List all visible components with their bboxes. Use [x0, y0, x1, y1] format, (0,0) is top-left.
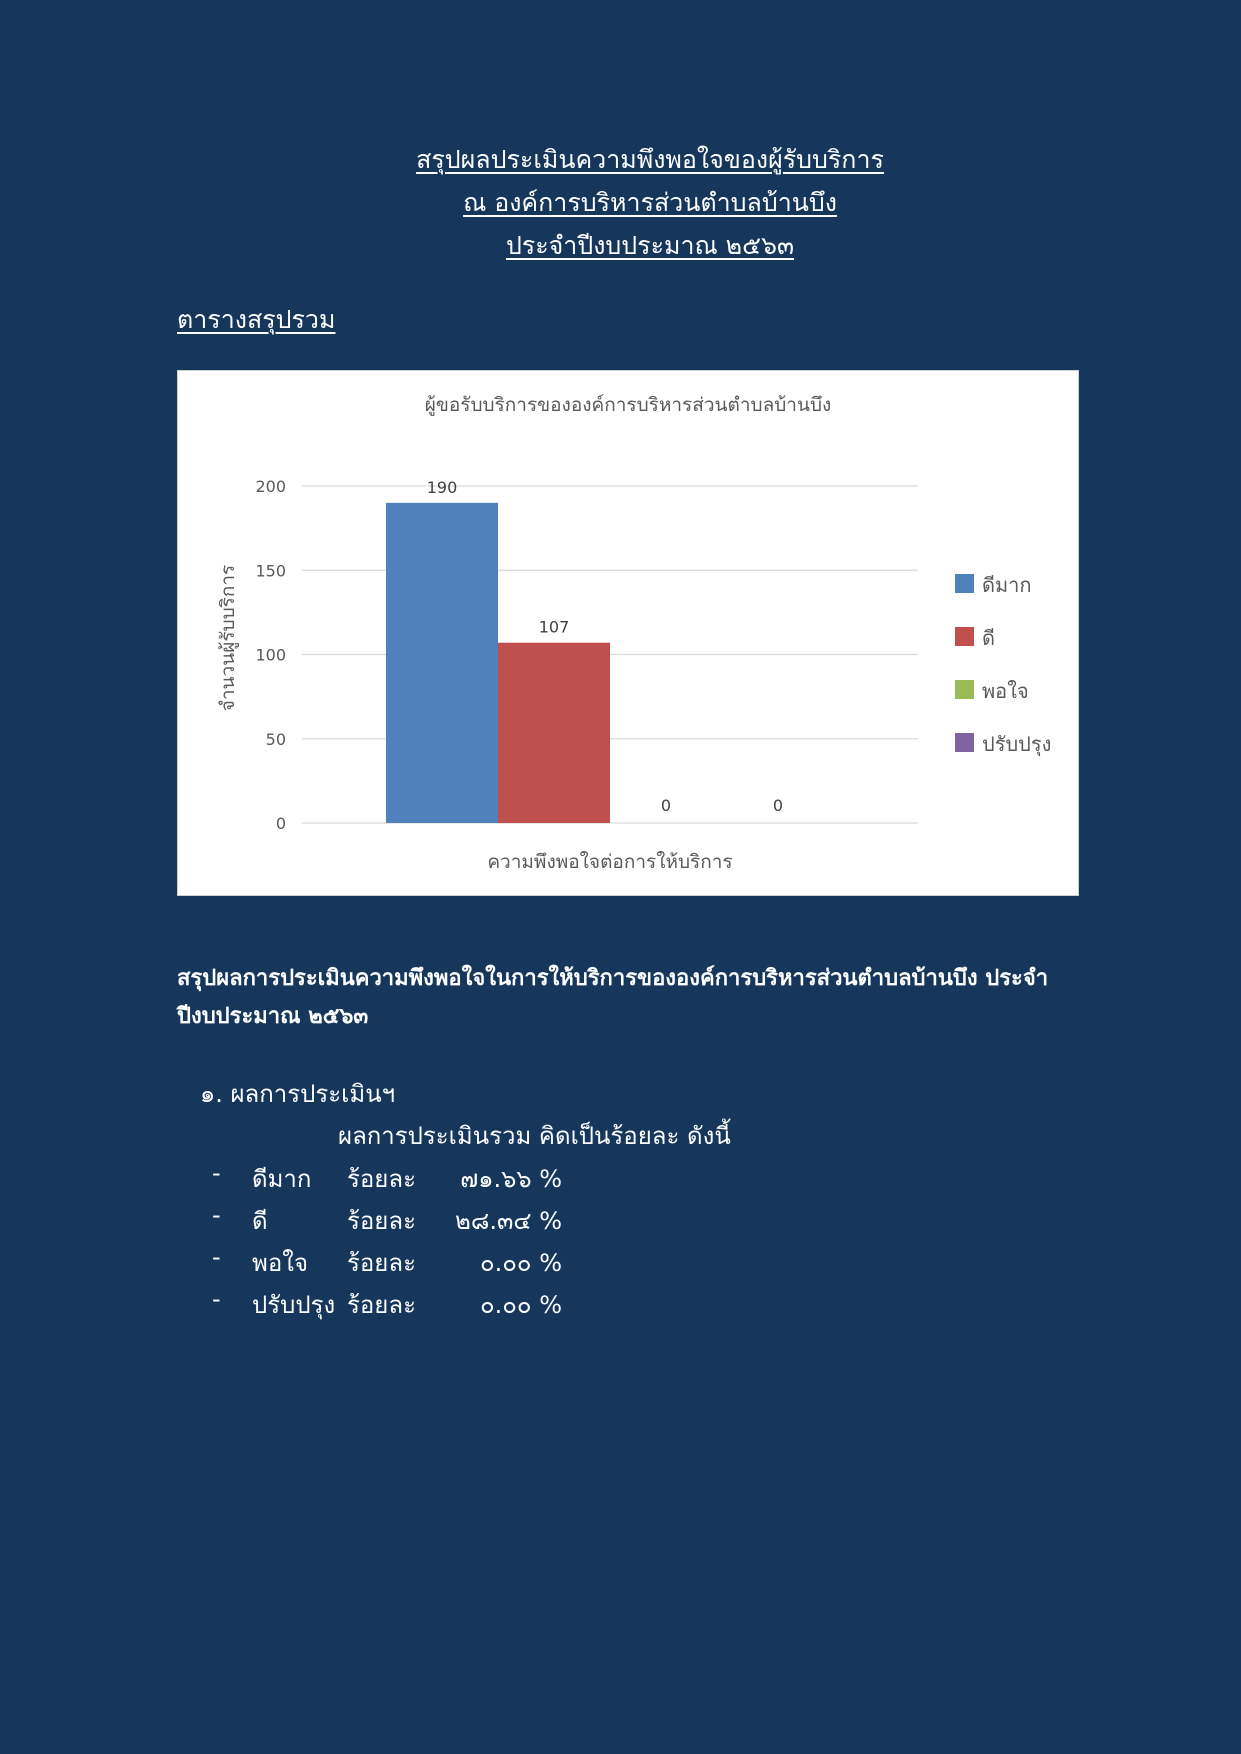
- chart-title: ผู้ขอรับบริการขององค์การบริหารส่วนตำบลบ้านบึง: [424, 394, 832, 416]
- result-percent-label: ร้อยละ: [347, 1165, 416, 1193]
- result-percent-value: ๐.๐๐ %: [479, 1249, 562, 1277]
- bullet-dash: -: [212, 1285, 221, 1313]
- result-level: ดีมาก: [252, 1165, 312, 1193]
- bullet-dash: -: [212, 1201, 221, 1229]
- result-level: ปรับปรุง: [252, 1291, 336, 1319]
- bar-2: [498, 643, 610, 823]
- title-line-2-text: ณ องค์การบริหารส่วนตำบลบ้านบึง: [463, 188, 837, 217]
- summary-paragraph: สรุปผลการประเมินความพึงพอใจในการให้บริการขององค์การบริหารส่วนตำบลบ้านบึง ประจำปีงบประมาณ ๒๕๖๓: [177, 966, 1049, 1029]
- results-heading: ๑. ผลการประเมินฯ: [200, 1080, 396, 1108]
- title-line-2: [0, 181, 1241, 224]
- result-level: ดี: [252, 1207, 268, 1235]
- bar-chart: [178, 371, 1078, 895]
- x-axis-label: ความพึงพอใจต่อการให้บริการ: [487, 851, 733, 873]
- result-percent-value: ๗๑.๖๖ %: [460, 1165, 562, 1193]
- legend-label: ดี: [982, 626, 995, 650]
- y-tick-label: 0: [275, 814, 286, 833]
- title-line-3: [0, 224, 1241, 267]
- result-percent-value: ๐.๐๐ %: [479, 1291, 562, 1319]
- y-axis-label: จำนวนผู้รับบริการ: [217, 564, 239, 712]
- data-label: 107: [538, 617, 570, 637]
- chart-container: [177, 370, 1079, 896]
- legend-swatch: [955, 574, 974, 593]
- bullet-dash: -: [212, 1159, 221, 1187]
- legend-swatch: [955, 627, 974, 646]
- y-tick-label: 100: [255, 645, 286, 665]
- y-tick-label: 150: [255, 561, 286, 581]
- legend-swatch: [955, 680, 974, 699]
- legend-label: พอใจ: [982, 679, 1029, 703]
- title-line-1-text: สรุปผลประเมินความพึงพอใจของผู้รับบริการ: [416, 145, 884, 174]
- results-subheading: ผลการประเมินรวม คิดเป็นร้อยละ ดังนี้: [338, 1122, 731, 1150]
- legend-swatch: [955, 733, 974, 752]
- data-label: 190: [426, 477, 458, 497]
- result-level: พอใจ: [252, 1249, 309, 1277]
- y-tick-label: 50: [265, 729, 286, 749]
- result-percent-value: ๒๘.๓๔ %: [455, 1207, 562, 1235]
- result-percent-label: ร้อยละ: [347, 1207, 416, 1235]
- y-tick-label: 200: [255, 477, 286, 496]
- result-percent-label: ร้อยละ: [347, 1291, 416, 1319]
- legend-label: ปรับปรุง: [982, 732, 1052, 756]
- page-title: [0, 138, 1241, 267]
- section-heading: ตารางสรุปรวม: [177, 305, 336, 334]
- title-line-1: [0, 138, 1241, 181]
- data-label: 0: [660, 796, 672, 815]
- title-line-3-text: ประจำปีงบประมาณ ๒๕๖๓: [505, 231, 795, 260]
- data-label: 0: [772, 796, 784, 815]
- result-percent-label: ร้อยละ: [347, 1249, 416, 1277]
- bullet-dash: -: [212, 1243, 221, 1271]
- legend-label: ดีมาก: [982, 573, 1032, 597]
- bar-1: [386, 503, 498, 823]
